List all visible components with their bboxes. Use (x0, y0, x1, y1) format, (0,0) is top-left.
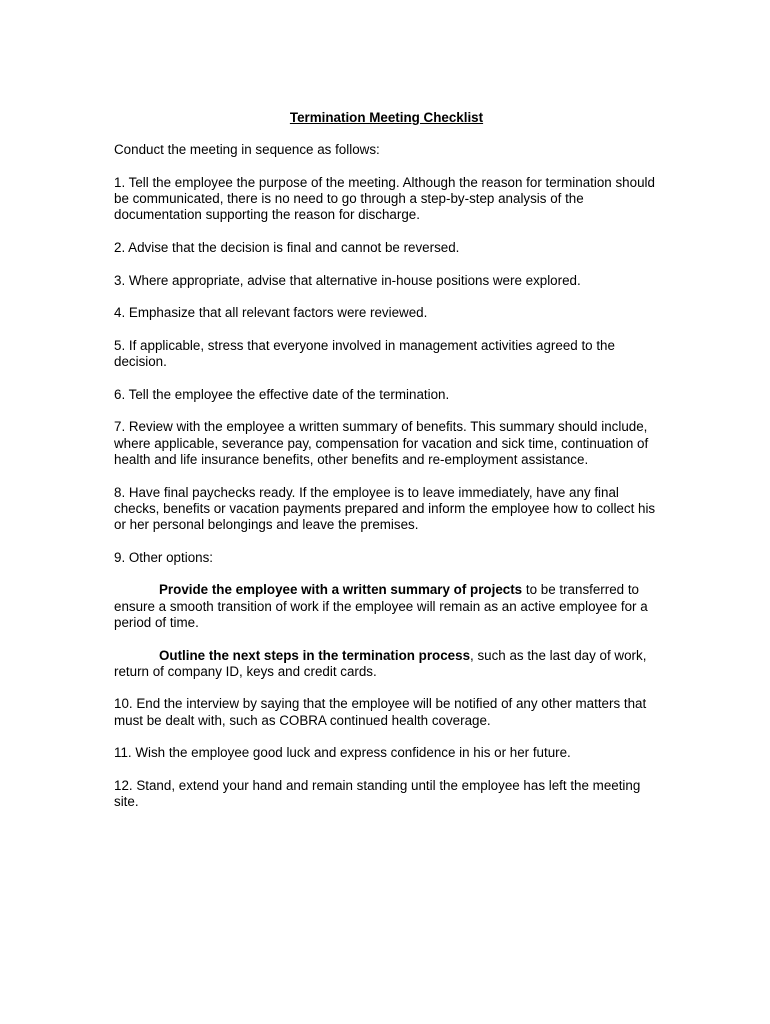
checklist-item-6: 6. Tell the employee the effective date of the termination. (114, 386, 450, 402)
document-body (114, 110, 659, 827)
checklist-item-3: 3. Where appropriate, advise that alternative in-house positions were explored. (114, 272, 581, 288)
checklist-item-7: 7. Review with the employee a written summary of benefits. This summary should include, where applicable, severance pay, compensation for vacation and sick time, continuation of health and life insurance benefits, other benefits and re-employment assistance. (114, 419, 649, 467)
checklist-item-8: 8. Have final paychecks ready. If the employee is to leave immediately, have any final checks, benefits or vacation payments prepared and inform the employee how to collect his or her personal belongings and leave the premises. (114, 484, 656, 533)
checklist-item-11: 11. Wish the employee good luck and express confidence in his or her future. (114, 745, 571, 761)
checklist-item-1: 1. Tell the employee the purpose of the meeting. Although the reason for termination should be communicated, there is no need to go through a step-by-step analysis of the documentation supporting the reason for discharge. (114, 174, 655, 223)
option-next-steps-bold: Outline the next steps in the termination process (159, 647, 471, 663)
option-next-steps (114, 648, 659, 681)
option-written-summary (114, 582, 659, 631)
option-next-steps-rest: , such as the last day of work, return of company ID, keys and credit cards. (114, 647, 647, 679)
checklist-item-12: 12. Stand, extend your hand and remain standing until the employee has left the meeting site. (114, 777, 641, 810)
intro-text: Conduct the meeting in sequence as follows: (114, 142, 380, 158)
checklist-item-9: 9. Other options: (114, 549, 213, 565)
option-written-summary-rest: to be transferred to ensure a smooth transition of work if the employee will remain as an active employee for a period of time. (114, 582, 648, 630)
checklist-item-2: 2. Advise that the decision is final and cannot be reversed. (114, 240, 460, 256)
checklist-item-4: 4. Emphasize that all relevant factors were reviewed. (114, 305, 428, 321)
option-written-summary-bold: Provide the employee with a written summary of projects (159, 582, 523, 598)
document-title: Termination Meeting Checklist (289, 110, 484, 125)
checklist-item-5: 5. If applicable, stress that everyone involved in management activities agreed to the decision. (114, 337, 615, 370)
checklist-item-10: 10. End the interview by saying that the employee will be notified of any other matters that must be dealt with, such as COBRA continued health coverage. (114, 696, 647, 728)
